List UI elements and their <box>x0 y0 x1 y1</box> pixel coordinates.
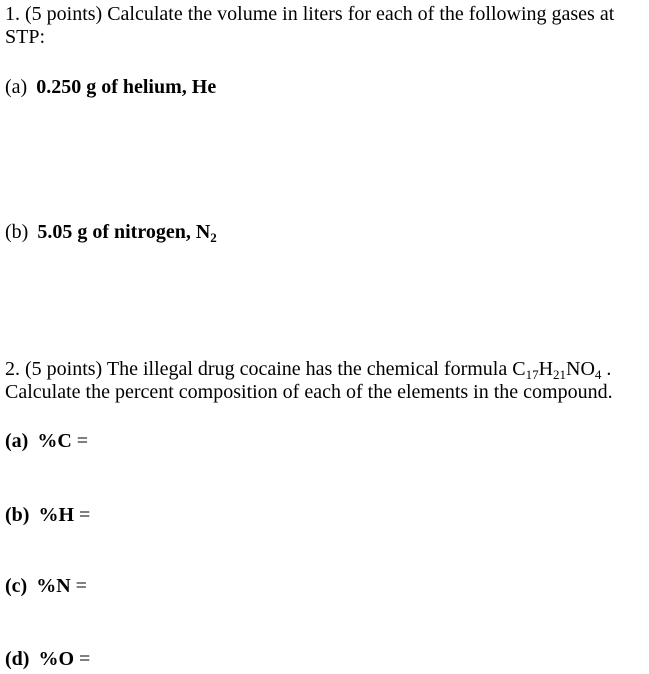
q2-item-b <box>5 504 645 527</box>
q1-prompt <box>5 3 645 49</box>
q2-a-eq: = <box>76 430 89 452</box>
q2-b-label: (b) <box>5 504 30 526</box>
q2-end: . <box>601 358 612 380</box>
q2-b-eq: = <box>79 504 91 526</box>
q2-item-a <box>5 430 645 453</box>
q2-line1 <box>5 358 645 381</box>
q1-a-text: 0.250 g of helium, He <box>36 76 217 98</box>
q2-item-c <box>5 575 645 598</box>
q2-b-symbol: %H <box>38 504 75 526</box>
q2-prompt <box>5 358 645 404</box>
q1-a-label: (a) <box>5 76 28 98</box>
q1-b-label: (b) <box>5 221 29 243</box>
q2-d-label: (d) <box>5 648 30 670</box>
q2-h: H <box>538 358 554 380</box>
q2-sub-4: 4 <box>594 367 602 382</box>
q2-c-label: (c) <box>5 575 28 597</box>
q1-line2: STP: <box>5 26 46 48</box>
q2-item-d <box>5 648 645 671</box>
q1-line1: 1. (5 points) Calculate the volume in liters for each of the following gases at <box>5 3 615 25</box>
q2-a-label: (a) <box>5 430 29 452</box>
q2-no: NO <box>566 358 595 380</box>
q2-c-eq: = <box>75 575 87 597</box>
q2-sub-21: 21 <box>553 367 567 382</box>
q2-d-eq: = <box>79 648 91 670</box>
q2-sub-17: 17 <box>525 367 539 382</box>
q2-d-symbol: %O <box>38 648 75 670</box>
q2-intro: 2. (5 points) The illegal drug cocaine has the chemical formula C <box>5 358 526 380</box>
q2-line2: Calculate the percent composition of each of the elements in the compound. <box>5 381 613 403</box>
q2-a-symbol: %C <box>37 430 72 452</box>
q1-b-text: 5.05 g of nitrogen, N <box>37 221 211 243</box>
q1-part-a <box>5 76 645 99</box>
q1-b-subscript: 2 <box>210 230 217 245</box>
q1-part-b <box>5 221 645 244</box>
q2-c-symbol: %N <box>36 575 71 597</box>
